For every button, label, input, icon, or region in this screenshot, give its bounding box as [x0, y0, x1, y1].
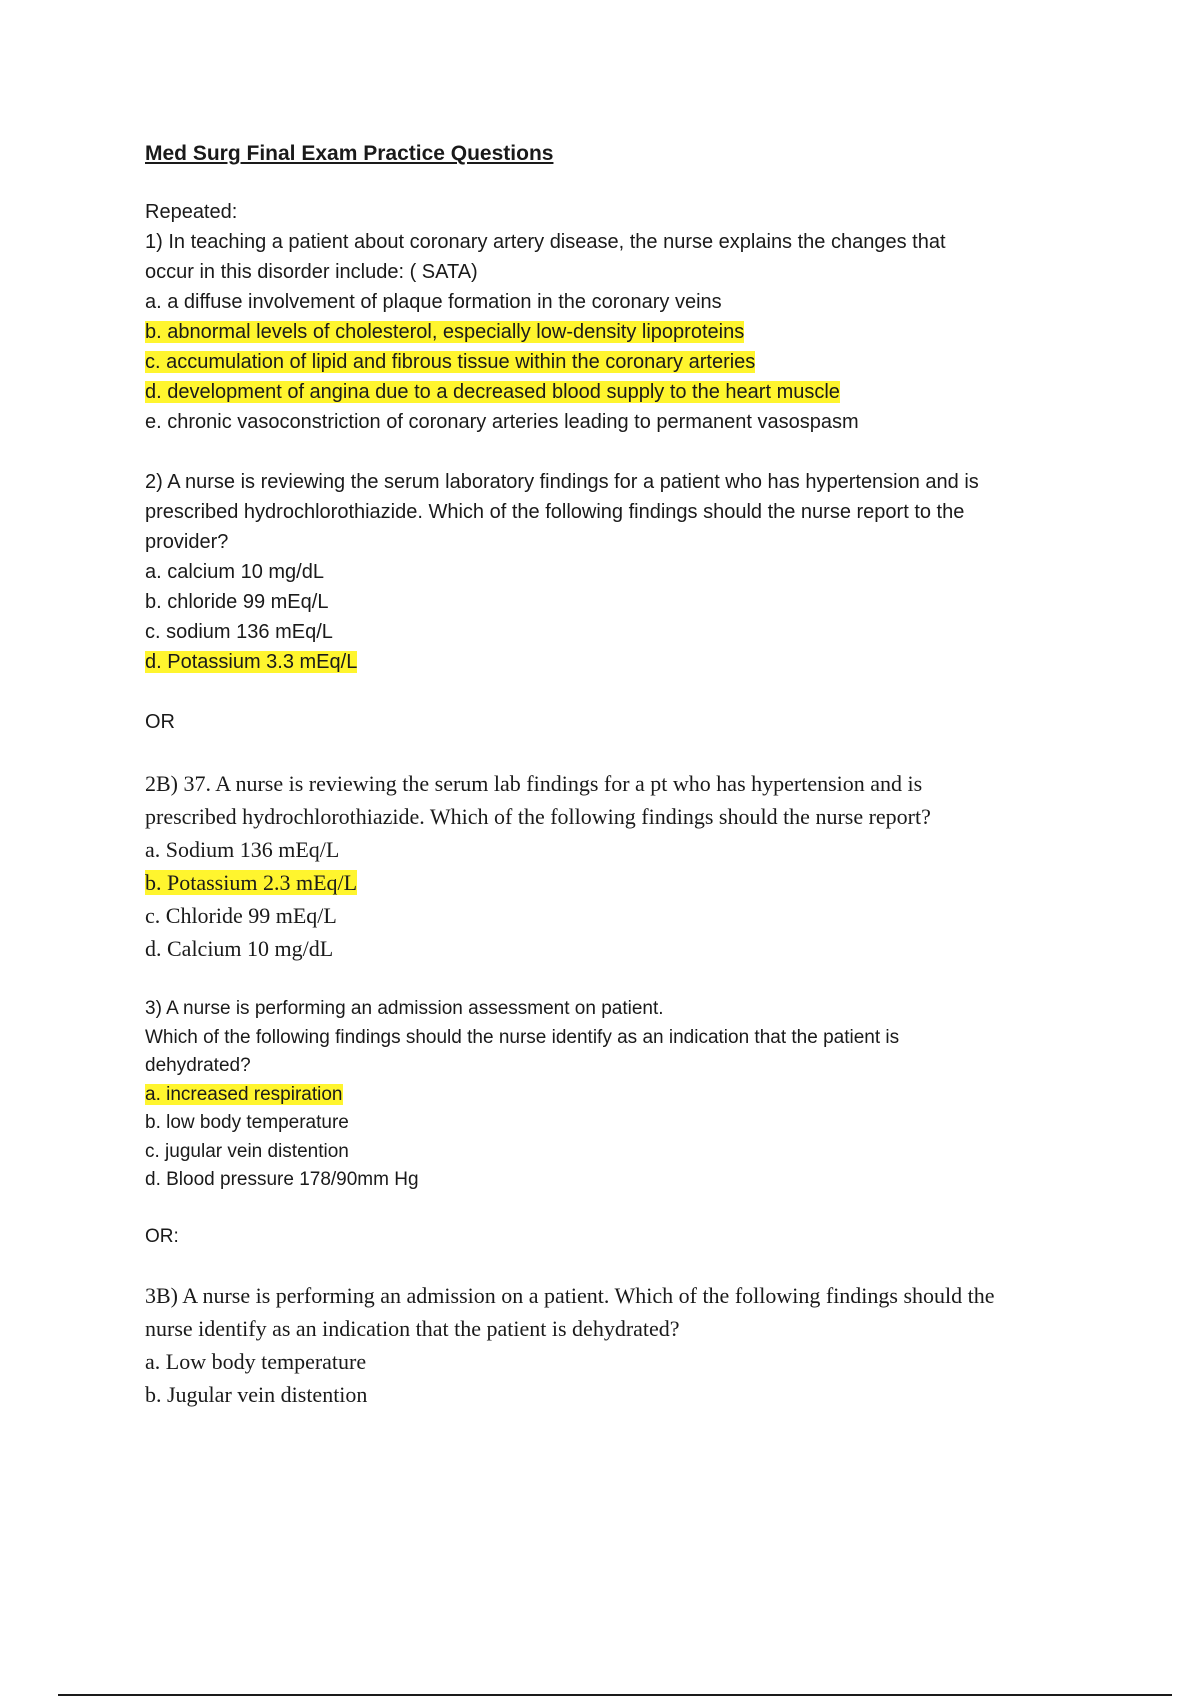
question-stem-line: 2B) 37. A nurse is reviewing the serum lab findings for a pt who has hypertension and is	[145, 771, 923, 797]
question-1	[145, 227, 1095, 437]
page-bottom-rule	[58, 1694, 1172, 1696]
question-2b	[145, 767, 1095, 965]
answer-option-highlighted	[145, 647, 1095, 677]
question-3b	[145, 1279, 1095, 1411]
or-separator: OR	[145, 711, 175, 734]
answer-option-highlighted	[145, 866, 1095, 899]
option-text: b. Potassium 2.3 mEq/L	[145, 870, 358, 896]
question-3	[145, 995, 1095, 1195]
question-stem-line: occur in this disorder include: ( SATA)	[145, 261, 478, 284]
option-text: c. jugular vein distention	[145, 1140, 349, 1162]
question-stem-line: nurse identify as an indication that the patient is dehydrated?	[145, 1316, 680, 1342]
answer-option	[145, 287, 1095, 317]
question-2	[145, 467, 1095, 677]
option-text: a. a diffuse involvement of plaque formation in the coronary veins	[145, 291, 722, 314]
answer-option-highlighted	[145, 317, 1095, 347]
answer-option	[145, 587, 1095, 617]
answer-option	[145, 407, 1095, 437]
question-stem-line: Which of the following findings should the nurse identify as an indication that the patient is	[145, 1026, 900, 1048]
option-text: d. Calcium 10 mg/dL	[145, 936, 334, 962]
option-text: a. Sodium 136 mEq/L	[145, 837, 340, 863]
option-text: d. Blood pressure 178/90mm Hg	[145, 1169, 419, 1191]
answer-option	[145, 899, 1095, 932]
option-text: c. accumulation of lipid and fibrous tissue within the coronary arteries	[145, 351, 756, 374]
answer-option	[145, 1345, 1095, 1378]
answer-option-highlighted	[145, 347, 1095, 377]
question-stem-line: 2) A nurse is reviewing the serum laboratory findings for a patient who has hypertension and is	[145, 471, 979, 494]
option-text: c. sodium 136 mEq/L	[145, 621, 333, 644]
option-text: b. abnormal levels of cholesterol, especially low-density lipoproteins	[145, 321, 745, 344]
question-stem-line: 3) A nurse is performing an admission assessment on patient.	[145, 998, 664, 1020]
answer-option	[145, 932, 1095, 965]
document-page	[145, 140, 1095, 1411]
section-label: Repeated:	[145, 201, 238, 224]
option-text: e. chronic vasoconstriction of coronary arteries leading to permanent vasospasm	[145, 411, 859, 434]
question-stem-line: dehydrated?	[145, 1055, 251, 1077]
answer-option	[145, 1109, 1095, 1138]
option-text: a. calcium 10 mg/dL	[145, 561, 324, 584]
question-stem-line: provider?	[145, 531, 229, 554]
answer-option	[145, 1378, 1095, 1411]
option-text: a. increased respiration	[145, 1083, 343, 1105]
question-stem-line: prescribed hydrochlorothiazide. Which of the following findings should the nurse report?	[145, 804, 931, 830]
question-stem-line: prescribed hydrochlorothiazide. Which of the following findings should the nurse report to the	[145, 501, 965, 524]
option-text: b. chloride 99 mEq/L	[145, 591, 329, 614]
answer-option	[145, 557, 1095, 587]
question-stem-line: 1) In teaching a patient about coronary artery disease, the nurse explains the changes that	[145, 231, 946, 254]
or-separator: OR:	[145, 1225, 179, 1247]
answer-option	[145, 1166, 1095, 1195]
option-text: b. Jugular vein distention	[145, 1382, 368, 1408]
question-stem-line: 3B) A nurse is performing an admission on a patient. Which of the following findings should the	[145, 1283, 995, 1309]
answer-option	[145, 833, 1095, 866]
option-text: c. Chloride 99 mEq/L	[145, 903, 337, 929]
document-title: Med Surg Final Exam Practice Questions	[145, 142, 554, 165]
answer-option	[145, 1138, 1095, 1167]
answer-option-highlighted	[145, 1081, 1095, 1110]
answer-option	[145, 617, 1095, 647]
option-text: b. low body temperature	[145, 1112, 349, 1134]
answer-option-highlighted	[145, 377, 1095, 407]
option-text: d. development of angina due to a decreased blood supply to the heart muscle	[145, 381, 840, 404]
option-text: a. Low body temperature	[145, 1349, 367, 1375]
option-text: d. Potassium 3.3 mEq/L	[145, 651, 358, 674]
